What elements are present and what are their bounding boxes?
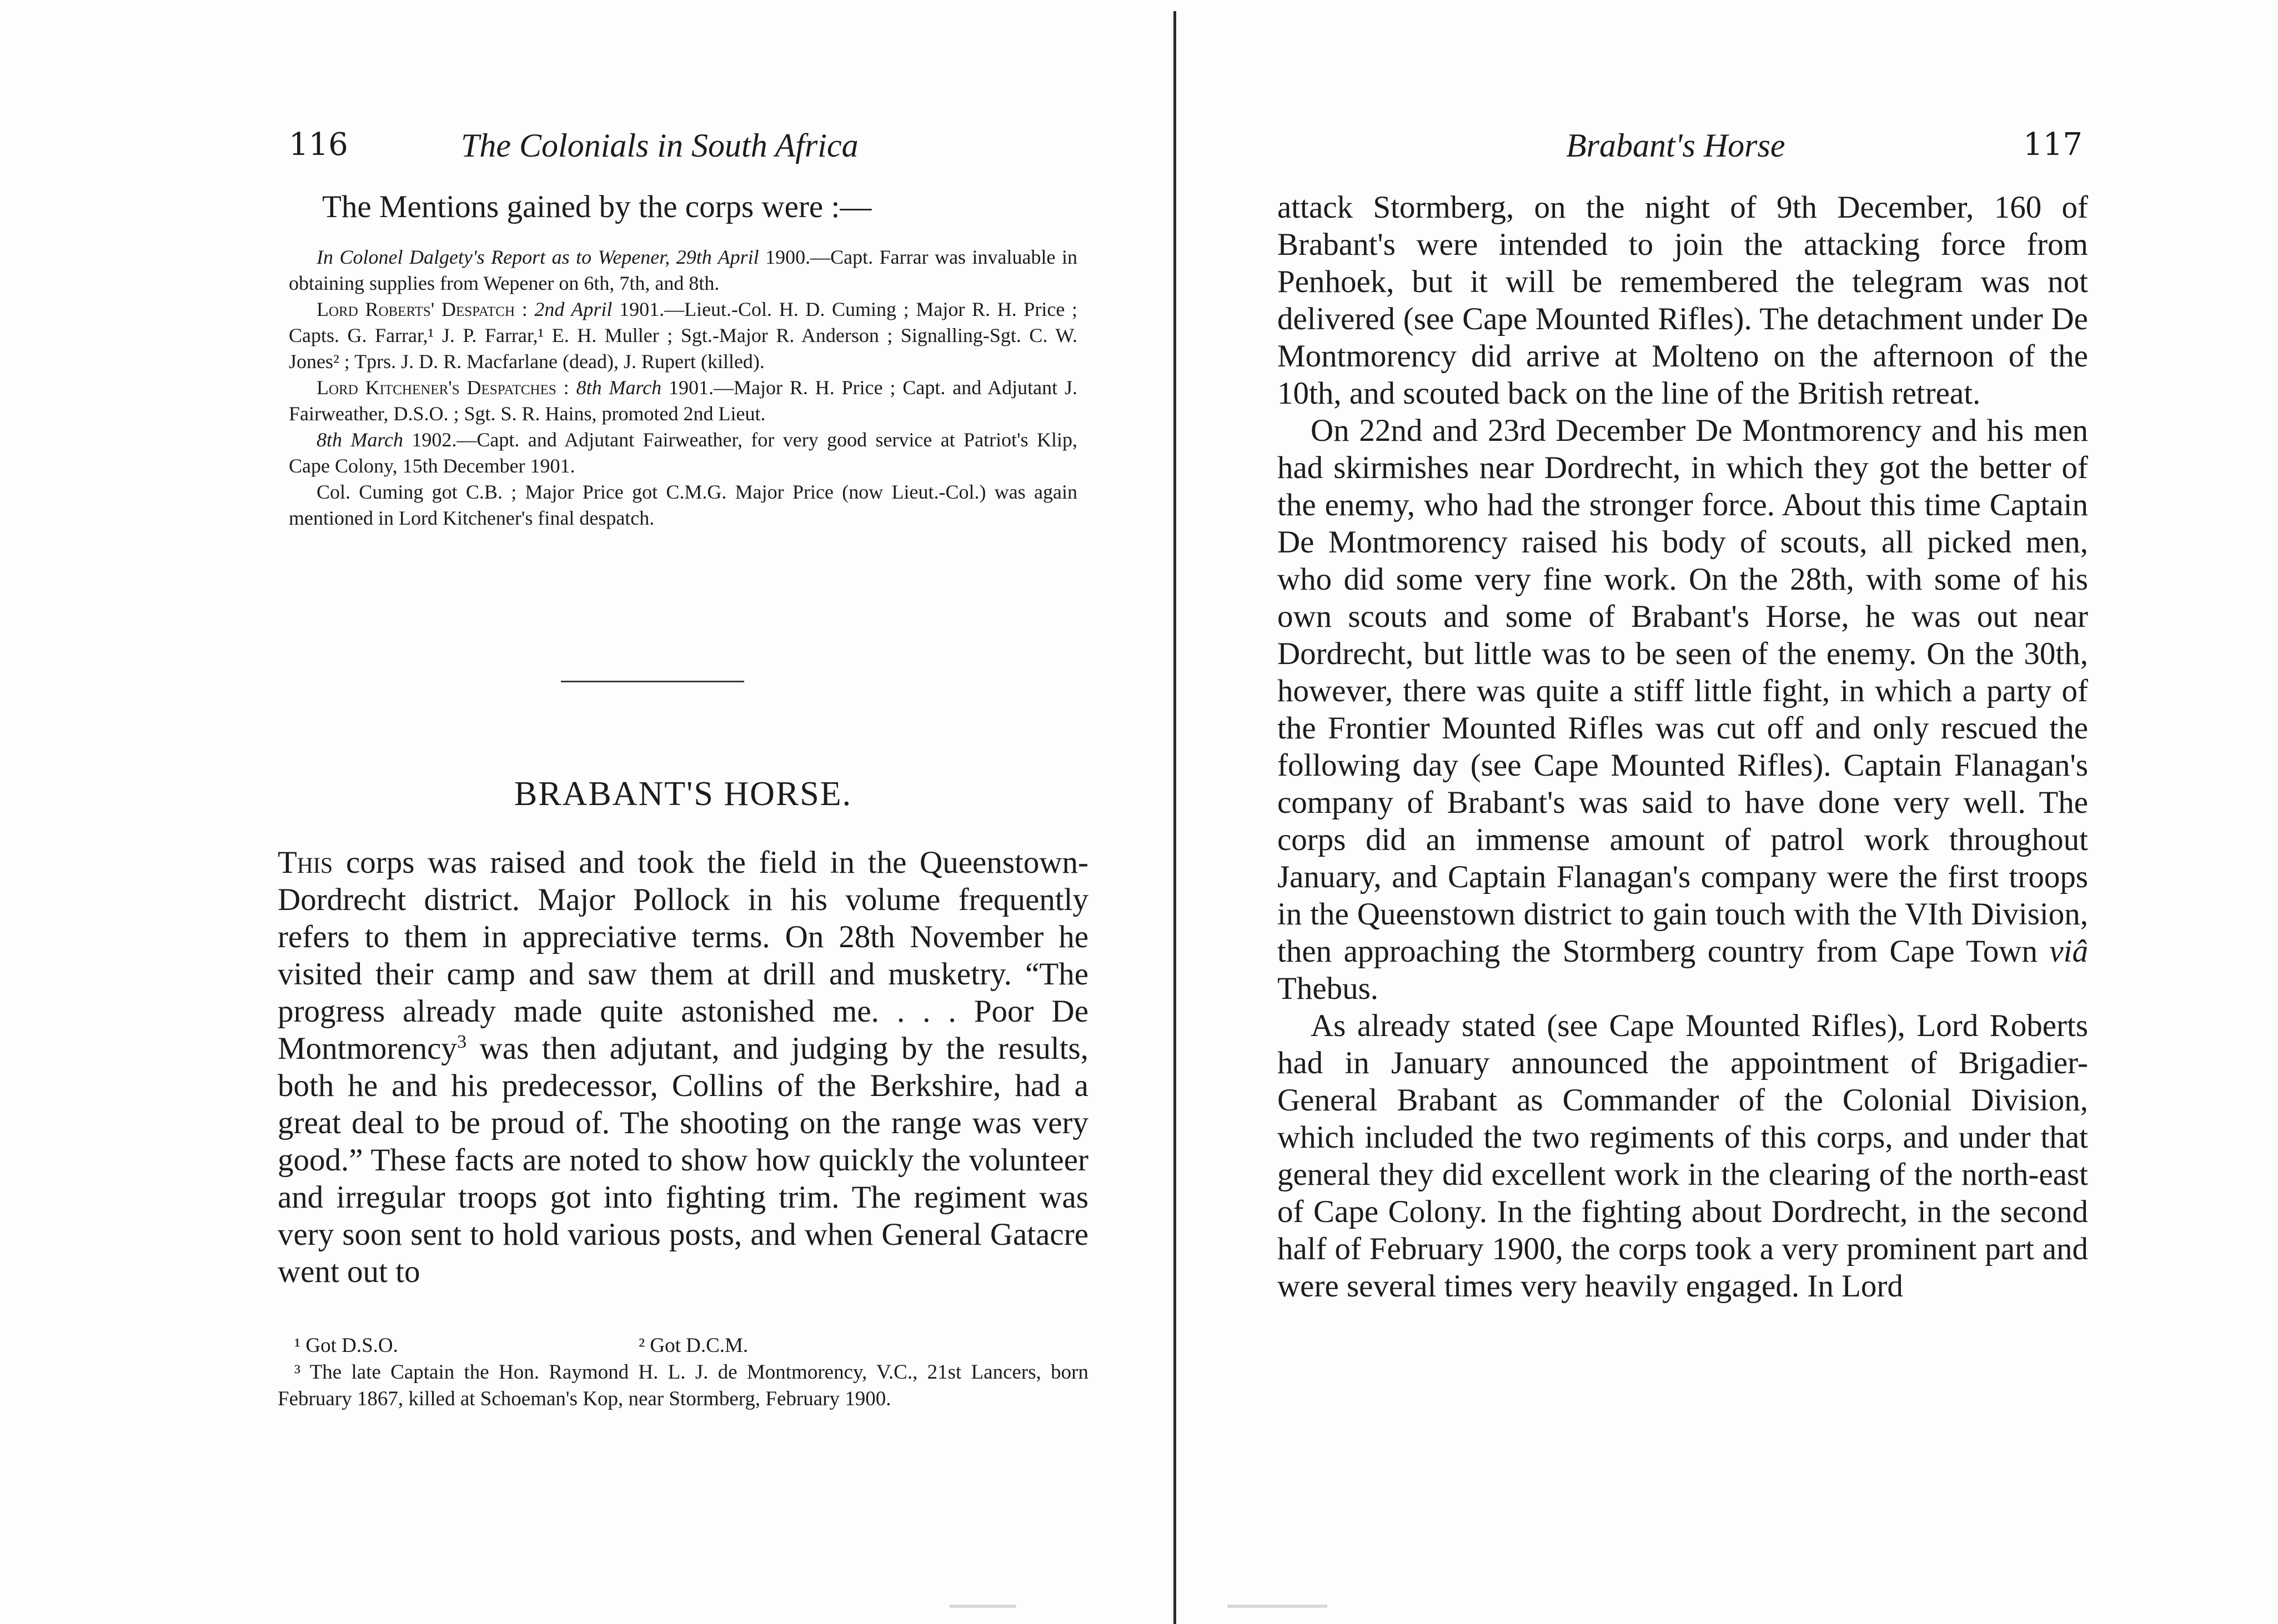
scan-artifact xyxy=(950,1605,1016,1608)
mention-text: 1901.—Major R. H. Price ; Capt. and Adjutant J. Fairweather, D.S.O. ; Sgt. S. R. Hains, promoted 2nd Lieut. xyxy=(289,376,1077,425)
mention-ref: Lord Kitchener's Despatches xyxy=(317,376,556,399)
mentions-heading: The Mentions gained by the corps were :— xyxy=(322,189,872,224)
running-head-left xyxy=(278,127,1088,171)
mentions-list xyxy=(289,244,1077,531)
scan-artifact xyxy=(1227,1605,1327,1608)
mention-date: 8th March xyxy=(576,376,662,399)
mention-entry: Lord Kitchener's Despatches : 8th March 1901.—Major R. H. Price ; Capt. and Adjutant J. Fairweather, D.S.O. ; Sgt. S. R. Hains, promoted 2nd Lieut. xyxy=(289,376,1077,425)
mention-entry xyxy=(289,244,1077,296)
body-paragraph: attack Stormberg, on the night of 9th December, 160 of Brabant's were intended to join the attacking force from Penhoek, but it will be remembered the telegram was not delivered (see Cape Mounted Rifles). The detachment under De Montmorency did arrive at Molteno on the afternoon of the 10th, and scouted back on the line of the British retreat. xyxy=(1277,190,2088,411)
body-text-right xyxy=(1277,189,2088,1305)
body-paragraph xyxy=(278,844,1088,1290)
page-number-left: 116 xyxy=(289,127,348,163)
italic-word: viâ xyxy=(2049,934,2088,969)
mention-entry xyxy=(289,479,1077,531)
mention-ref: Lord Roberts' Despatch xyxy=(317,298,515,320)
left-page xyxy=(278,0,1088,1624)
running-title-right: Brabant's Horse xyxy=(1566,127,1785,164)
mention-date: 2nd April xyxy=(534,298,613,320)
footnote-2: ² Got D.C.M. xyxy=(639,1334,749,1357)
page-gutter xyxy=(1173,11,1176,1624)
body-text-segment: corps was raised and took the field in the Queenstown-Dordrecht district. Major Pollock in his volume frequently refers to them in appreciative terms. On 28th November he visited their camp and saw them at drill and musketry. “The progress already made quite astonished me. . . . Poor De Montmorency xyxy=(278,845,1088,1066)
body-text-segment: Thebus. xyxy=(1277,971,1379,1006)
running-head-right xyxy=(1277,127,2088,171)
body-paragraph xyxy=(1277,412,2088,1007)
drop-word: This xyxy=(278,845,333,880)
mention-date: 8th March xyxy=(317,429,404,451)
body-paragraph: As already stated (see Cape Mounted Rifles), Lord Roberts had in January announced the appointment of Brigadier-General Brabant as Commander of the Colonial Division, which included the two regiments of this corps, and under that general they did excellent work in the clearing of the north-east of Cape Colony. In the fighting about Dordrecht, in the second half of February 1900, the corps took a very prominent part and were several times very heavily engaged. In Lord xyxy=(1277,1008,2088,1304)
section-title: BRABANT'S HORSE. xyxy=(514,775,852,813)
footnote-row xyxy=(278,1333,1088,1359)
body-text-segment: was then adjutant, and judging by the results, both he and his predecessor, Collins of the Berkshire, had a great deal to be proud of. The shooting on the range was very good.” These facts are noted to show how quickly the volunteer and irregular troops got into fighting trim. The regiment was very soon sent to hold various posts, and when General Gatacre went out to xyxy=(278,1031,1088,1289)
mention-text: 1902.—Capt. and Adjutant Fairweather, for very good service at Patriot's Klip, Cape Colony, 15th December 1901. xyxy=(289,429,1077,477)
footnotes xyxy=(278,1333,1088,1412)
section-divider xyxy=(561,681,744,682)
mention-entry xyxy=(289,427,1077,479)
footnote-3: ³ The late Captain the Hon. Raymond H. L. J. de Montmorency, V.C., 21st Lancers, born February 1867, killed at Schoeman's Kop, near Stormberg, February 1900. xyxy=(278,1361,1088,1410)
body-text-left xyxy=(278,844,1088,1290)
mention-ref: In Colonel Dalgety's Report as to Wepener, 29th April xyxy=(317,246,759,268)
footnote-marker: 3 xyxy=(456,1032,467,1052)
mention-text: Col. Cuming got C.B. ; Major Price got C.M.G. Major Price (now Lieut.-Col.) was again mentioned in Lord Kitchener's final despatch. xyxy=(289,481,1077,529)
footnote-1: ¹ Got D.S.O. xyxy=(294,1334,398,1357)
mention-entry: Lord Roberts' Despatch : 2nd April 1901.—Lieut.-Col. H. D. Cuming ; Major R. H. Price ; Capts. G. Farrar,¹ J. P. Farrar,¹ E. H. Muller ; Sgt.-Major R. Anderson ; Signalling-Sgt. C. W. Jones² ; Tprs. J. D. R. Macfarlane (dead), J. Rupert (killed). xyxy=(289,298,1078,373)
page-number-right: 117 xyxy=(2023,127,2083,163)
body-text-segment: On 22nd and 23rd December De Montmorency and his men had skirmishes near Dordrecht, in which they got the better of the enemy, who had the stronger force. About this time Captain De Montmorency raised his body of scouts, all picked men, who did some very fine work. On the 28th, with some of his own scouts and some of Brabant's Horse, he was out near Dordrecht, but little was to be seen of the enemy. On the 30th, however, there was quite a stiff little fight, in which a party of the Frontier Mounted Rifles was cut off and only rescued the following day (see Cape Mounted Rifles). Captain Flanagan's company of Brabant's was said to have done very well. The corps did an immense amount of patrol work throughout January, and Captain Flanagan's company were the first troops in the Queenstown district to gain touch with the VIth Division, then approaching the Stormberg country from Cape Town xyxy=(1277,413,2088,969)
mention-text: 1901.—Lieut.-Col. H. D. Cuming ; Major R. H. Price ; Capts. G. Farrar,¹ J. P. Farrar,¹ E. H. Muller ; Sgt.-Major R. Anderson ; Signalling-Sgt. C. W. Jones² ; Tprs. J. D. R. Macfarlane (dead), J. Rupert (killed). xyxy=(289,298,1078,373)
mention-text: 1900.—Capt. Farrar was invaluable in obtaining supplies from Wepener on 6th, 7th, and 8th. xyxy=(289,246,1077,294)
running-title-left: The Colonials in South Africa xyxy=(461,127,859,164)
right-page xyxy=(1277,0,2088,1624)
